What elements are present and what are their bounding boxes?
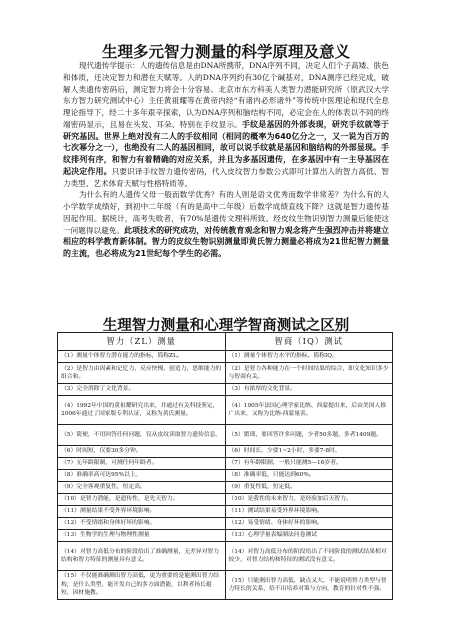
iq-cell: （8）准确率低，只能达到60%。	[225, 470, 393, 482]
table-row	[58, 458, 393, 470]
table-row	[58, 542, 393, 571]
zl-cell: （6）时间短，仅要30多分钟。	[58, 446, 226, 458]
zl-cell: （9）完全客观重复性，恒定高。	[58, 482, 226, 494]
table-row	[58, 384, 393, 396]
zl-cell: （13）生物学的生理与物理性测量	[58, 530, 226, 542]
intro-paragraph-1	[63, 60, 389, 189]
page-title: 生理多元智力测量的科学原理及意义	[101, 43, 350, 61]
zl-cell: （15）不仅能准确测出智力高低，更为重要的是能测出智力结构，是什么类型，能开发自己的多方面潜能，以利者扬长避短，因材施教。	[58, 571, 226, 600]
comparison-table	[57, 332, 393, 600]
iq-cell: （14）对智力高低分布的阶段给出了不同阶段的测试结果相对较少，对智力结构和特征的测试没有意义。	[225, 542, 393, 571]
iq-cell: （7）有年龄限制，一般只能测5—16岁者。	[225, 458, 393, 470]
column-header-zl: 智力（ZL）测量	[58, 333, 226, 351]
iq-cell: （12）易受情绪、身体好坏的影响。	[225, 518, 393, 530]
comparison-title: 生理智力测量和心理学智商测试之区别	[102, 318, 350, 334]
intro-paragraph-2	[63, 189, 389, 260]
intro-p2-bold: 此项技术的研究成功，对传统教育观念和智力观念将产生强烈冲击并将建立相应的科学教育新体制。智力的皮纹生物识别测量即黄氏智力测量必将成为21世纪智力测量的主流，也必将成为21世纪每个学生的必需。	[63, 225, 389, 258]
zl-cell: （3）完全消除了文化背景。	[58, 384, 226, 396]
table-row	[58, 425, 393, 446]
table-row	[58, 530, 393, 542]
zl-cell: （2）是智力由因素和记忆力、反应快慢、创造力、思维能力的组合和。	[58, 363, 226, 384]
zl-cell: （14）对智力高低分布的阶段给出了准确测量，无差异对智力结构和智力特征的测量具有意义。	[58, 542, 226, 571]
zl-cell: （4）1992年中国的黄祖耀研究出来，并通过有关科技鉴定，2006年通过了国家版专利认证，又称为黄氏测量。	[58, 396, 226, 425]
table-row	[58, 494, 393, 506]
table-row	[58, 518, 393, 530]
intro-p1-bold: 手纹是基因的外部表现，研究手纹就等于研究基因。世界上绝对没有二人的手纹相同（相同的概率为640亿分之一，又一说为百万的七次幂分之一），也绝没有二人的基因相同，故可以说手纹就是基因和脑结构的外部显现。手纹排列有序，和智力有着精确的对应关系，并且为多基因遗传，在多基因中有一主导基因在起决定作用。	[63, 119, 389, 176]
table-row	[58, 571, 393, 600]
table-row	[58, 446, 393, 458]
comparison-table-body	[58, 351, 393, 600]
iq-cell: （15）只能测出智力高低，缺点又大，不能说明智力类型与智力特长的关系，给不出培养对策与方向，教育的针对性不强。	[225, 571, 393, 600]
zl-cell: （8）准确率高可达95%以上。	[58, 470, 226, 482]
intro-p1-tail: 只要识译手纹智力遗传密码，代入皮纹智力参数公式即可计算出人的智力高低、智力类型、艺术体育天赋与性格特质等。	[63, 166, 389, 188]
zl-cell: （10）是智力潜能，是遗传性，是先天智力。	[58, 494, 226, 506]
iq-cell: （10）是我性的未来智力，是经验加后天智力。	[225, 494, 393, 506]
table-row	[58, 470, 393, 482]
zl-cell: （1）测量个体智力潜在能力的指标，简称ZL。	[58, 351, 226, 363]
table-row	[58, 363, 393, 384]
iq-cell: （13）心理学量表编制法问卷测试	[225, 530, 393, 542]
zl-cell: （5）简便，不用回答任何问题，仅从皮纹读取智力遗传信息。	[58, 425, 226, 446]
iq-cell: （6）时间长，少要1~2小时，多要7-8时。	[225, 446, 393, 458]
intro-p2-text: 为什么有的人遗传父母一般而数学优秀？有的人则是语文优秀而数学非常差？为什么有的人小学数学成绩好，到初中二年级（有的是高中二年级）后数学成绩直线下降？这就是智力遗传基因起作用。据统计，高考失败者，有70%是遗传文理科所致。经皮纹生物识别智力测量后能使这一问题得以避免。	[63, 190, 389, 235]
column-header-iq: 智商（IQ）测试	[225, 333, 393, 351]
zl-cell: （12）不受情绪和身体好坏的影响。	[58, 518, 226, 530]
table-row	[58, 506, 393, 518]
zl-cell: （7）无年龄限制，可测任何年龄者。	[58, 458, 226, 470]
iq-cell: （5）繁琐，要回答许多问题，少者50多题，多者1409题。	[225, 425, 393, 446]
zl-cell: （11）测量结果不受外界环境影响。	[58, 506, 226, 518]
iq-cell: （11）测试结果易受外界环境影响。	[225, 506, 393, 518]
table-header-row	[58, 333, 393, 351]
table-row	[58, 396, 393, 425]
iq-cell: （2）是智力各种能力在一个时间结果的综合，即文化知识多少与智商有关。	[225, 363, 393, 384]
intro-section	[63, 60, 389, 296]
iq-cell: （9）重复性低，恒定低。	[225, 482, 393, 494]
iq-cell: （1）测量个体智力水平的指标，简称IQ。	[225, 351, 393, 363]
table-row	[58, 482, 393, 494]
iq-cell: （3）有浓厚的文化背景。	[225, 384, 393, 396]
intro-p1-text: 现代遗传学提示：人的遗传信息是由DNA所携带，DNA序列不同，决定人们个子高矮、肤色和体质，还决定智力和潜在天赋等。人的DNA序列约有30亿个碱基对，DNA测序已经完成，破解人类遗传密码后，测定智力将会十分容易。北京市东方科美人类智力潜能研究所（原武汉大学东方智力研究测试中心）主任黄祖耀等在黄帝内经“有诸内必形诸外”等传统中医理论和现代全息理论指导下，经二十多年艰辛探索，认为DNA序列和脑结构不同，必定会在人的体表以不同的终端密码显示，且易在头发、耳朵、特别在手纹显示。	[63, 61, 389, 129]
table-row	[58, 351, 393, 363]
iq-cell: （4）1905年法国心理学家比纳、西蒙提出来，后由美国人推广出来，又称为比纳-西蒙量表。	[225, 396, 393, 425]
